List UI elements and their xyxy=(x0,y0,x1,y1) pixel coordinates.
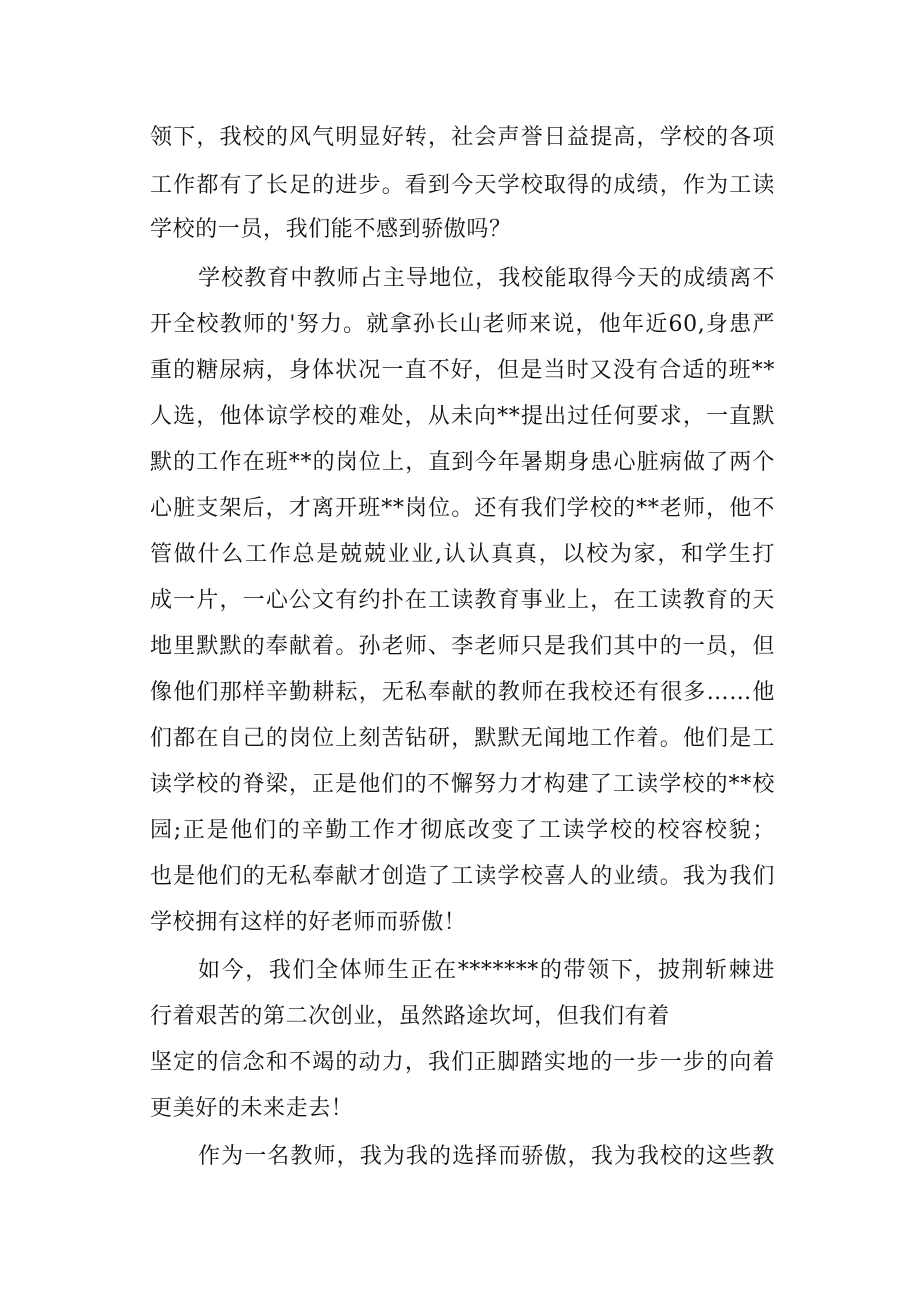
paragraph-2-line-5: 默的工作在班**的岗位上，直到今年暑期身患心脏病做了两个 xyxy=(150,450,775,475)
paragraph-1-line-1: 领下，我校的风气明显好转，社会声誉日益提高，学校的各项 xyxy=(150,125,775,150)
paragraph-2-line-3: 重的糖尿病，身体状况一直不好，但是当时又没有合适的班** xyxy=(150,358,775,383)
paragraph-2-line-12: 读学校的脊梁，正是他们的不懈努力才构建了工读学校的**校 xyxy=(150,772,775,797)
paragraph-4-line-1: 作为一名教师，我为我的选择而骄傲，我为我校的这些教 xyxy=(198,1144,775,1169)
paragraph-2-line-7: 管做什么工作总是兢兢业业,认认真真，以校为家，和学生打 xyxy=(150,542,775,567)
paragraph-3-line-4: 更美好的未来走去！ xyxy=(150,1096,354,1121)
paragraph-2-line-8: 成一片，一心公文有约扑在工读教育事业上，在工读教育的天 xyxy=(150,588,775,613)
paragraph-2-line-2: 开全校教师的'努力。就拿孙长山老师来说，他年近60,身患严 xyxy=(150,312,775,337)
paragraph-2-line-6: 心脏支架后，才离开班**岗位。还有我们学校的**老师，他不 xyxy=(150,496,775,521)
paragraph-2-line-1: 学校教育中教师占主导地位，我校能取得今天的成绩离不 xyxy=(198,266,775,291)
paragraph-1-line-2: 工作都有了长足的进步。看到今天学校取得的成绩，作为工读 xyxy=(150,173,775,198)
paragraph-2-line-4: 人选，他体谅学校的难处，从未向**提出过任何要求，一直默 xyxy=(150,404,775,429)
paragraph-2-line-13: 园;正是他们的辛勤工作才彻底改变了工读学校的校容校貌； xyxy=(150,818,775,843)
paragraph-3-line-3: 坚定的信念和不竭的动力，我们正脚踏实地的一步一步的向着 xyxy=(150,1050,775,1075)
paragraph-1-line-3: 学校的一员，我们能不感到骄傲吗？ xyxy=(150,217,512,242)
paragraph-2-line-15: 学校拥有这样的好老师而骄傲！ xyxy=(150,910,467,935)
paragraph-3-line-2: 行着艰苦的第二次创业，虽然路途坎坷，但我们有着 xyxy=(150,1004,670,1029)
paragraph-3-line-1: 如今，我们全体师生正在*******的带领下，披荆斩棘进 xyxy=(198,958,775,983)
paragraph-2-line-10: 像他们那样辛勤耕耘，无私奉献的教师在我校还有很多……他 xyxy=(150,680,775,705)
paragraph-2-line-11: 们都在自己的岗位上刻苦钻研，默默无闻地工作着。他们是工 xyxy=(150,726,775,751)
paragraph-2-line-14: 也是他们的无私奉献才创造了工读学校喜人的业绩。我为我们 xyxy=(150,864,775,889)
paragraph-2-line-9: 地里默默的奉献着。孙老师、李老师只是我们其中的一员，但 xyxy=(150,634,775,659)
